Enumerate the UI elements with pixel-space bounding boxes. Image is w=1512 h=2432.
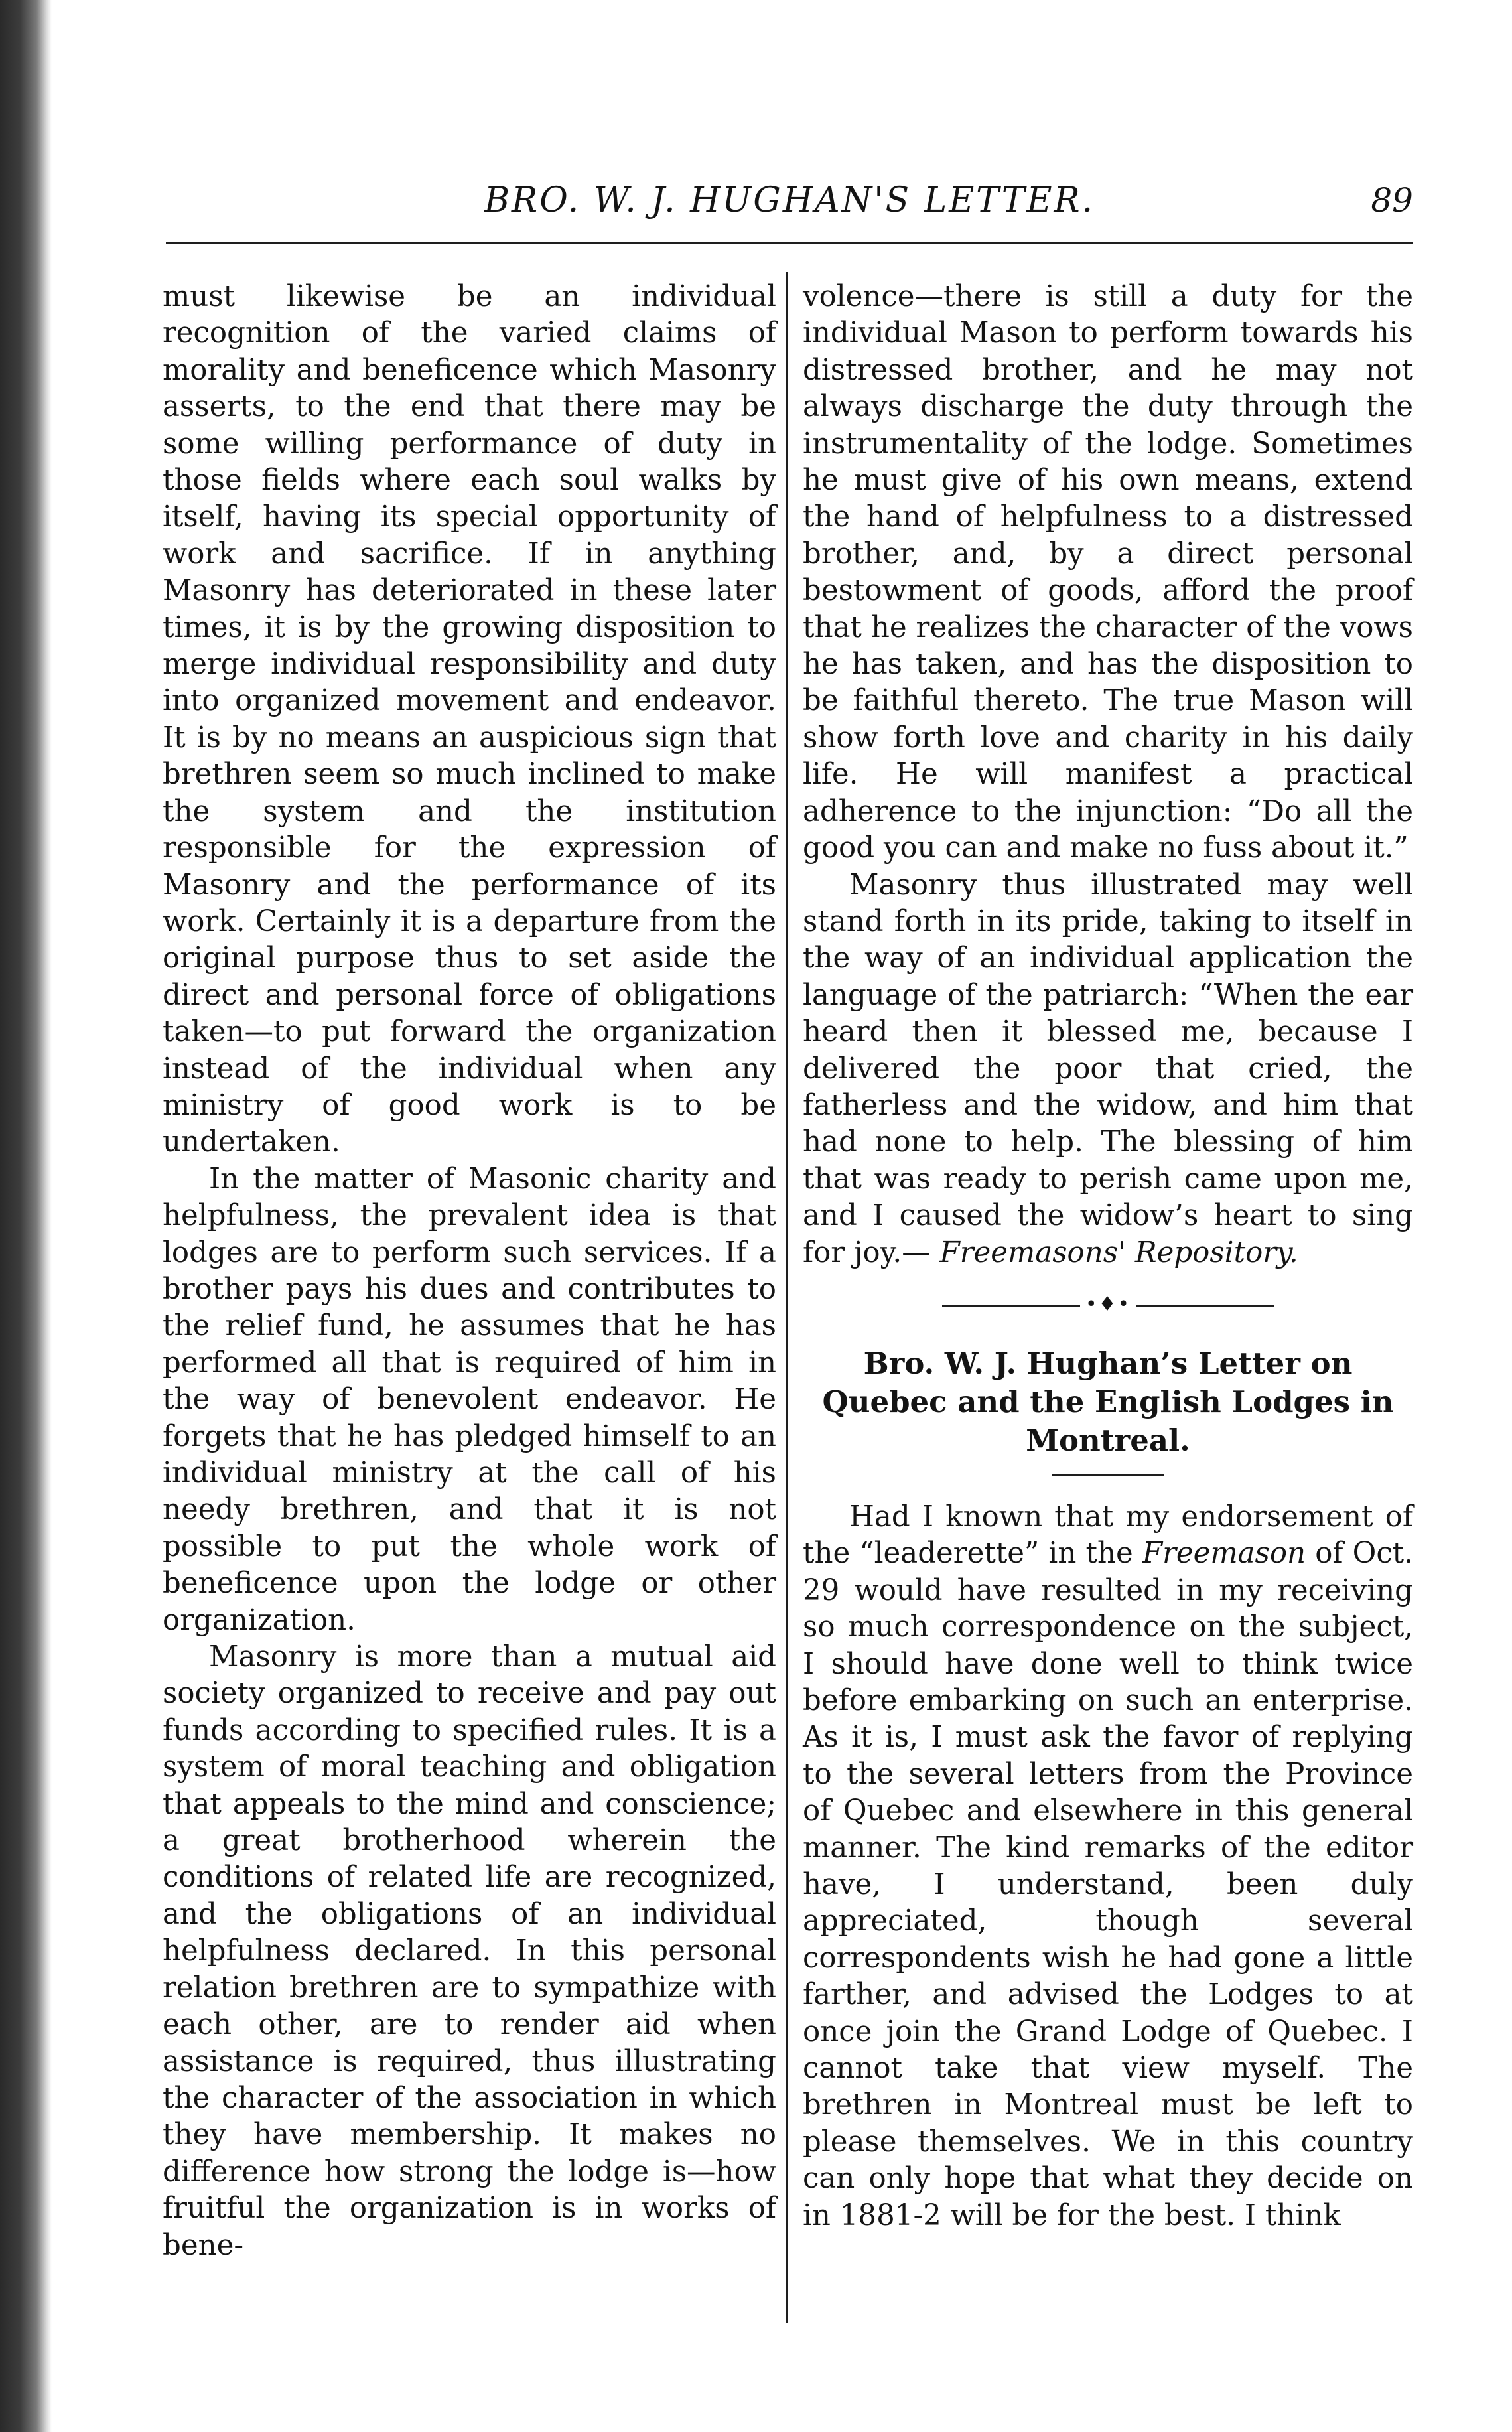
title-rule xyxy=(1052,1474,1164,1476)
ornament-glyph: •♦• xyxy=(1080,1293,1136,1316)
right-column xyxy=(803,279,1413,2234)
page-number: 89 xyxy=(1371,181,1413,220)
right-paragraph-2 xyxy=(803,867,1413,1271)
right-paragraph-3 xyxy=(803,1499,1413,2234)
running-title: BRO. W. J. HUGHAN'S LETTER. xyxy=(484,180,1095,220)
letter-text-a: Had I known that my endorsement of the “leaderette” in the xyxy=(803,1500,1413,1571)
patriarch-quote: Masonry thus illustrated may well stand forth in its pride, taking to itself in the way of an individual application the language of the patriarch: “When the ear heard then it blessed me, because I delivered the poor that cried, the fatherless and the widow, and him that had none to help. The blessing of him that was ready to perish came upon me, and I caused the widow’s heart to sing for joy.— xyxy=(803,868,1413,1269)
left-paragraph-1: must likewise be an individual recognition of the varied claims of morality and beneficence which Masonry asserts, to the end that there may be some willing performance of duty in those fields where each soul walks by itself, having its special opportunity of work and sacrifice. If in anything Masonry has deteriorated in these later times, it is by the growing disposition to merge individual responsibility and duty into organized movement and endeavor. It is by no means an auspicious sign that brethren seem so much inclined to make the system and the institution responsible for the expression of Masonry and the performance of its work. Certainly it is a departure from the original purpose thus to set aside the direct and personal force of obligations taken—to put forward the organization instead of the individual when any ministry of good work is to be undertaken. xyxy=(163,280,776,1159)
letter-text-b: of Oct. 29 would have resulted in my receiving so much correspondence on the subject, I should have done well to think twice before embarking on such an enterprise. As it is, I must ask the favor of replying to the several letters from the Province of Quebec and elsewhere in this general manner. The kind remarks of the editor have, I understand, been duly appreciated, though several correspondents wish he had gone a little farther, and advised the Lodges to at once join the Grand Lodge of Quebec. I cannot take that view myself. The brethren in Montreal must be left to please themselves. We in this country can only hope that what they decide on in 1881-2 will be for the best. I think xyxy=(803,1537,1413,2232)
left-column xyxy=(163,279,776,2264)
article-title: Bro. W. J. Hughan’s Letter on Quebec and the English Lodges in Montreal. xyxy=(822,1345,1394,1458)
scan-binding-edge xyxy=(0,0,52,2432)
running-head xyxy=(166,174,1413,227)
source-citation: Freemasons' Repository. xyxy=(939,1236,1298,1269)
right-paragraph-1: volence—there is still a duty for the individual Mason to perform towards his distressed brother, and he may not always discharge the duty through the instrumentality of the lodge. Sometimes he must give of his own means, extend the hand of helpfulness to a distressed brother, and, by a direct personal bestowment of goods, afford the proof that he realizes the character of the vows he has taken, and has the disposition to be faithful thereto. The true Mason will show forth love and charity in his daily life. He will manifest a practical adherence to the injunction: “Do all the good you can and make no fuss about it.” xyxy=(803,280,1413,865)
newspaper-name: Freemason xyxy=(1142,1537,1306,1571)
section-ornament xyxy=(803,1271,1413,1338)
header-rule xyxy=(166,242,1413,244)
column-divider xyxy=(786,272,788,2323)
left-paragraph-3: Masonry is more than a mutual aid society organized to receive and pay out funds according to specified rules. It is a system of moral teaching and obligation that appeals to the mind and conscience; a great brotherhood wherein the conditions of related life are recognized, and the obligations of an individual helpfulness declared. In this personal relation brethren are to sympathize with each other, are to render aid when assistance is required, thus illustrating the character of the association in which they have membership. It makes no difference how strong the lodge is—how fruitful the organization is in works of bene- xyxy=(163,1640,776,2262)
left-paragraph-2: In the matter of Masonic charity and helpfulness, the prevalent idea is that lodges are to perform such services. If a brother pays his dues and contributes to the relief fund, he assumes that he has performed all that is required of him in the way of benevolent endeavor. He forgets that he has pledged himself to an individual ministry at the call of his needy brethren, and that it is not possible to put the whole work of beneficence upon the lodge or other organization. xyxy=(163,1162,776,1637)
